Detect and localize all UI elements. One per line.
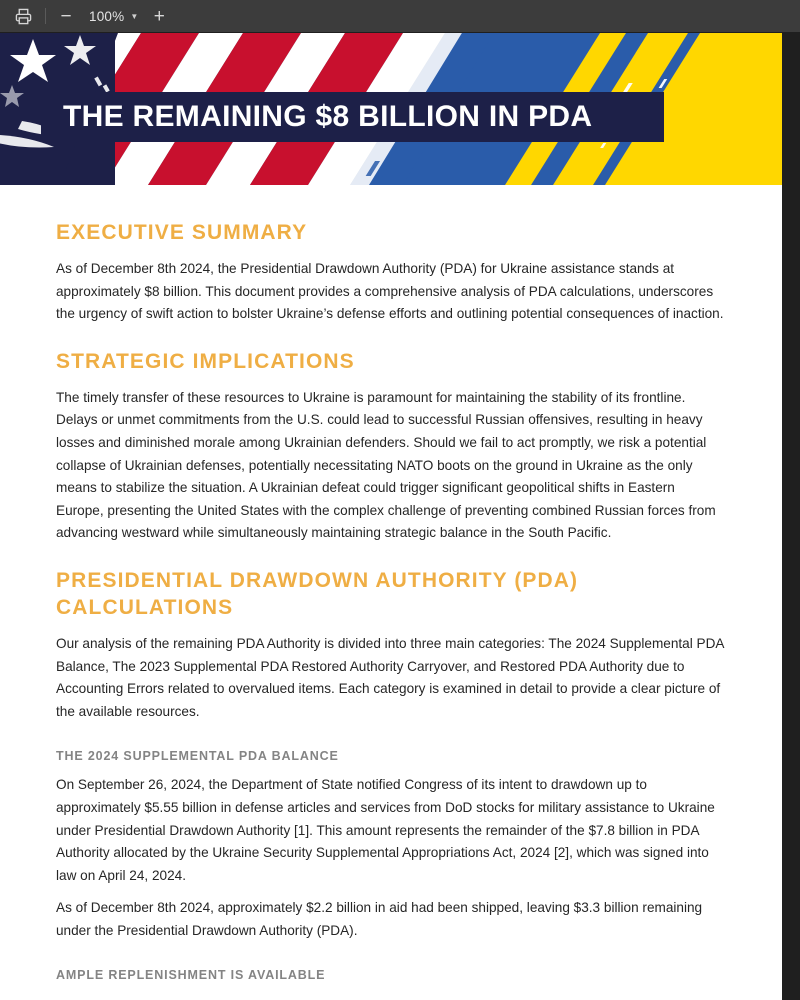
zoom-out-button[interactable]: − <box>60 5 72 27</box>
printer-icon <box>15 8 32 25</box>
zoom-in-button[interactable]: + <box>153 5 165 27</box>
pdf-viewer-toolbar <box>0 0 800 32</box>
subsection-2024-supplemental-pda-balance <box>56 749 726 942</box>
section-heading: EXECUTIVE SUMMARY <box>56 221 308 244</box>
document-body <box>0 185 782 982</box>
paragraph: The timely transfer of these resources to Ukraine is paramount for maintaining the stability of its frontline. Delays or unmet commitments from the U.S. could lead to successful Russian offensives, resulting in heavy losses and diminished morale among Ukrainian defenders. Should we fail to act promptly, we risk a potential collapse of Ukrainian defenses, potentially necessitating NATO boots on the ground in Ukraine as the only means to stabilize the situation. A Ukrainian defeat could trigger significant geopolitical shifts in Eastern Europe, presenting the United States with the complex challenge of preventing combined Russian forces from advancing westward while simultaneously maintaining strategic balance in the South Pacific. <box>56 389 716 541</box>
spacer <box>56 733 726 749</box>
pdf-page <box>0 33 782 1000</box>
subsection-heading: THE 2024 SUPPLEMENTAL PDA BALANCE <box>56 749 339 764</box>
page-title: THE REMAINING $8 BILLION IN PDA <box>63 100 593 133</box>
paragraph: Our analysis of the remaining PDA Authority is divided into three main categories: The 2024 Supplemental PDA Balance, The 2023 Supplemental PDA Restored Authority Carryover, and Restored PDA Authority due to Accounting Errors related to overvalued items. Each category is examined in detail to provide a clear picture of the available resources. <box>56 635 724 719</box>
section-heading: PRESIDENTIAL DRAWDOWN AUTHORITY (PDA) CALCULATIONS <box>56 568 579 619</box>
print-button[interactable] <box>8 3 38 29</box>
section-pda-calculations <box>56 567 726 723</box>
paragraph: On September 26, 2024, the Department of State notified Congress of its intent to drawdown up to approximately $5.55 billion in defense articles and services from DoD stocks for military assistance to Ukraine under Presidential Drawdown Authority [1]. This amount represents the remainder of the $7.8 billion in PDA Authority allocated by the Ukraine Security Supplemental Appropriations Act, 2024 [2], which was signed into law on April 24, 2024. <box>56 777 715 883</box>
zoom-level-value[interactable]: 100% <box>89 8 125 24</box>
spacer <box>56 952 726 968</box>
section-heading: STRATEGIC IMPLICATIONS <box>56 349 355 373</box>
chevron-down-icon[interactable]: ▼ <box>130 11 139 21</box>
subsection-heading: AMPLE REPLENISHMENT IS AVAILABLE <box>56 968 326 983</box>
document-title-plate <box>41 92 664 142</box>
section-strategic-implications <box>56 348 726 545</box>
paragraph: As of December 8th 2024, the Presidential Drawdown Authority (PDA) for Ukraine assistance stands at approximately $8 billion. This document provides a comprehensive analysis of PDA calculations, underscores the urgency of swift action to bolster Ukraine’s defense efforts and outlining potential consequences of inaction. <box>56 261 724 322</box>
section-executive-summary <box>56 219 726 326</box>
paragraph: As of December 8th 2024, approximately $2.2 billion in aid had been shipped, leaving $3.3 billion remaining under the Presidential Drawdown Authority (PDA). <box>56 900 703 938</box>
toolbar-divider <box>45 8 46 24</box>
subsection-ample-replenishment <box>56 968 726 982</box>
hero-banner <box>0 33 782 185</box>
